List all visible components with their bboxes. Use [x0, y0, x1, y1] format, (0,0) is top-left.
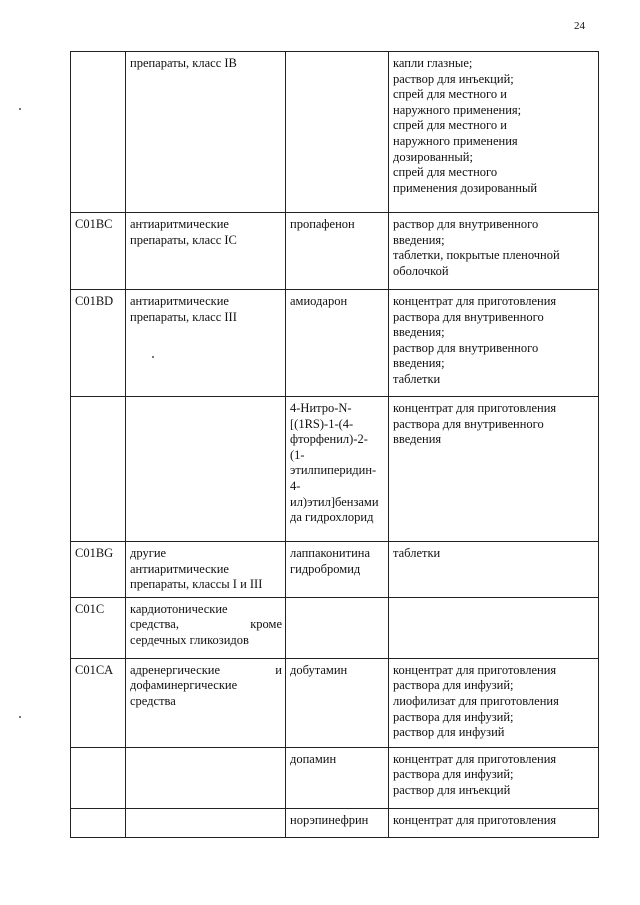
dosage-forms-cell: концентрат для приготовления раствора для внутривенного введения [389, 397, 599, 542]
drug-name-cell: амиодарон [286, 290, 389, 397]
atc-code-cell: C01C [71, 597, 126, 658]
drug-name-cell: допамин [286, 747, 389, 808]
medication-table [70, 51, 599, 838]
group-cell [126, 597, 286, 658]
atc-code-cell: C01CA [71, 658, 126, 747]
drug-name-cell: пропафенон [286, 213, 389, 290]
table-row [71, 658, 599, 747]
atc-code-cell: C01BG [71, 542, 126, 598]
dosage-forms-cell: таблетки [389, 542, 599, 598]
group-cell [126, 808, 286, 837]
atc-code-cell [71, 52, 126, 213]
table-row [71, 52, 599, 213]
atc-code-cell: C01BC [71, 213, 126, 290]
drug-name-cell: лаппаконитина гидробромид [286, 542, 389, 598]
group-cell: другие антиаритмические препараты, классы I и III [126, 542, 286, 598]
group-cell [126, 747, 286, 808]
scan-speck [19, 716, 21, 718]
dosage-forms-cell: концентрат для приготовления [389, 808, 599, 837]
scan-speck [19, 108, 21, 110]
group-cell [126, 397, 286, 542]
group-line: средства [130, 693, 176, 708]
drug-name-cell: 4-Нитро-N- [(1RS)-1-(4- фторфенил)-2- (1- этилпиперидин- 4- ил)этил]бензами да гидрохлорид [286, 397, 389, 542]
table-row [71, 597, 599, 658]
dosage-forms-cell: концентрат для приготовления раствора для внутривенного введения; раствор для внутривенного введения; таблетки [389, 290, 599, 397]
group-cell: антиаритмические препараты, класс III [126, 290, 286, 397]
group-line: средства, кроме [130, 617, 282, 632]
group-cell [126, 658, 286, 747]
dosage-forms-cell [389, 597, 599, 658]
dosage-forms-cell: концентрат для приготовления раствора для инфузий; раствор для инъекций [389, 747, 599, 808]
scan-speck [152, 356, 154, 358]
group-line: кардиотонические [130, 601, 228, 616]
table-row [71, 213, 599, 290]
drug-name-cell [286, 597, 389, 658]
atc-code-cell [71, 397, 126, 542]
table-row [71, 290, 599, 397]
atc-code-cell [71, 747, 126, 808]
table-row [71, 747, 599, 808]
drug-name-cell: добутамин [286, 658, 389, 747]
group-line: дофаминергические [130, 678, 238, 693]
page-number: 24 [574, 20, 585, 32]
table-row [71, 397, 599, 542]
table-row [71, 542, 599, 598]
table-row [71, 808, 599, 837]
group-cell: антиаритмические препараты, класс IC [126, 213, 286, 290]
group-cell: препараты, класс IB [126, 52, 286, 213]
dosage-forms-cell: концентрат для приготовления раствора для инфузий; лиофилизат для приготовления раствора для инфузий; раствор для инфузий [389, 658, 599, 747]
drug-name-cell: норэпинефрин [286, 808, 389, 837]
group-line: сердечных гликозидов [130, 632, 249, 647]
atc-code-cell [71, 808, 126, 837]
dosage-forms-cell: раствор для внутривенного введения; таблетки, покрытые пленочной оболочкой [389, 213, 599, 290]
drug-name-cell [286, 52, 389, 213]
atc-code-cell: C01BD [71, 290, 126, 397]
group-line: адренергические и [130, 662, 282, 677]
dosage-forms-cell: капли глазные; раствор для инъекций; спрей для местного и наружного применения; спрей для местного и наружного применения дозированный; спрей для местного применения дозированный [389, 52, 599, 213]
